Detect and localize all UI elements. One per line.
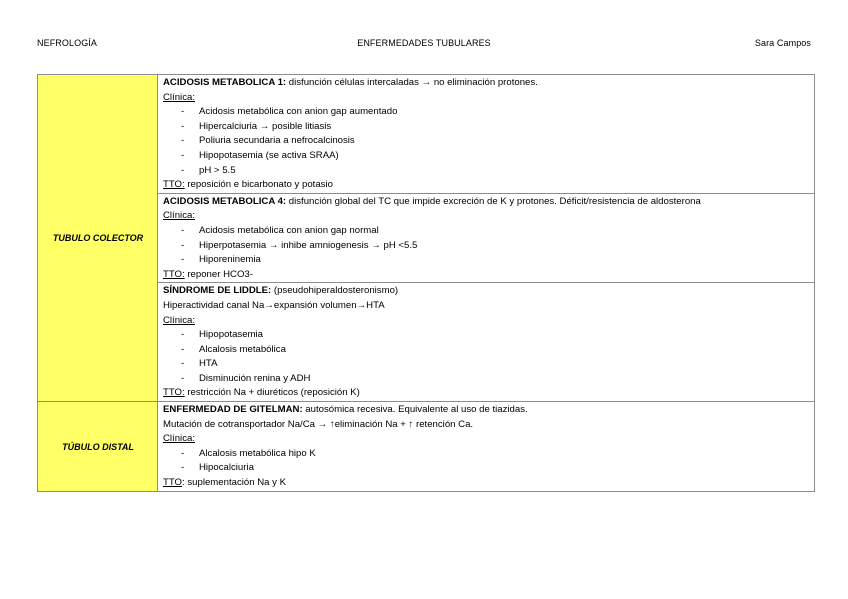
clinica-label: Clínica: (163, 91, 195, 103)
header-title: ENFERMEDADES TUBULARES (357, 38, 491, 48)
treatment-line (163, 268, 810, 283)
clinica-label: Clínica: (163, 433, 195, 445)
entry-description: (pseudohiperaldosteronismo) (271, 285, 399, 297)
entry-title: ACIDOSIS METABOLICA 1: (163, 77, 287, 88)
entry-title: SÍNDROME DE LIDDLE: (163, 285, 272, 297)
entry-description: disfunción células intercaladas → no eliminación protones. (286, 77, 538, 88)
table-row (38, 75, 815, 194)
entry-title: ENFERMEDAD DE GITELMAN: (163, 404, 303, 416)
entry-cell (158, 283, 815, 402)
tto-label: TTO: (163, 387, 185, 399)
entry-cell (158, 75, 815, 194)
entry-description: disfunción global del TC que impide excreción de K y protones. Déficit/resistencia de aldosterona (286, 195, 701, 207)
entry-detail: Hiperactividad canal Na→expansión volumen→HTA (163, 299, 385, 311)
tto-label: TTO: (163, 268, 185, 280)
symptom-list (163, 447, 810, 476)
tto-label: TTO (163, 477, 183, 489)
list-item: - Hipopotasemia (163, 328, 810, 343)
list-item: - Hipopotasemia (se activa SRAA) (163, 149, 810, 164)
treatment-line (163, 476, 810, 491)
list-item: - Acidosis metabólica con anion gap normal (163, 224, 810, 239)
list-item: - Alcalosis metabólica (163, 343, 810, 358)
tto-text: reponer HCO3- (184, 268, 253, 280)
entry-detail: Mutación de cotransportador Na/Ca → ↑eliminación Na + ↑ retención Ca. (163, 418, 474, 430)
symptom-list (163, 328, 810, 386)
entry-heading (163, 195, 810, 210)
list-item: - Hiperpotasemia → inhibe amniogenesis → pH <5.5 (163, 239, 810, 254)
entry-description: autosómica recesiva. Equivalente al uso de tiazidas. (302, 404, 528, 416)
tto-label: TTO: (163, 179, 185, 191)
entry-cell (158, 402, 815, 492)
list-item: - Disminución renina y ADH (163, 372, 810, 387)
list-item: - Alcalosis metabólica hipo K (163, 447, 810, 462)
header-left: NEFROLOGÍA (37, 38, 98, 48)
list-item: - Poliuria secundaria a nefrocalcinosis (163, 134, 810, 149)
entry-heading (163, 76, 810, 91)
section-label: TUBULO COLECTOR (38, 75, 158, 402)
entry-title: ACIDOSIS METABOLICA 4: (163, 195, 287, 207)
disease-table (37, 74, 815, 492)
list-item: - Hipocalciuria (163, 461, 810, 476)
tto-text: reposición e bicarbonato y potasio (184, 179, 333, 191)
table-row (38, 402, 815, 492)
clinica-label: Clínica: (163, 210, 195, 222)
entry-heading (163, 403, 810, 418)
list-item: - HTA (163, 357, 810, 372)
treatment-line (163, 386, 810, 401)
tto-text: : suplementación Na y K (182, 477, 287, 489)
list-item: - Acidosis metabólica con anion gap aumentado (163, 105, 810, 120)
entry-cell (158, 193, 815, 283)
clinica-label: Clínica: (163, 314, 195, 326)
treatment-line (163, 178, 810, 193)
list-item: - pH > 5.5 (163, 164, 810, 179)
symptom-list (163, 224, 810, 268)
list-item: - Hipercalciuria → posible litiasis (163, 120, 810, 135)
entry-heading (163, 284, 810, 299)
symptom-list (163, 105, 810, 178)
section-label: TÚBULO DISTAL (38, 402, 158, 492)
tto-text: restricción Na + diuréticos (reposición K) (184, 387, 360, 399)
header-author: Sara Campos (754, 38, 811, 48)
list-item: - Hiporeninemia (163, 253, 810, 268)
